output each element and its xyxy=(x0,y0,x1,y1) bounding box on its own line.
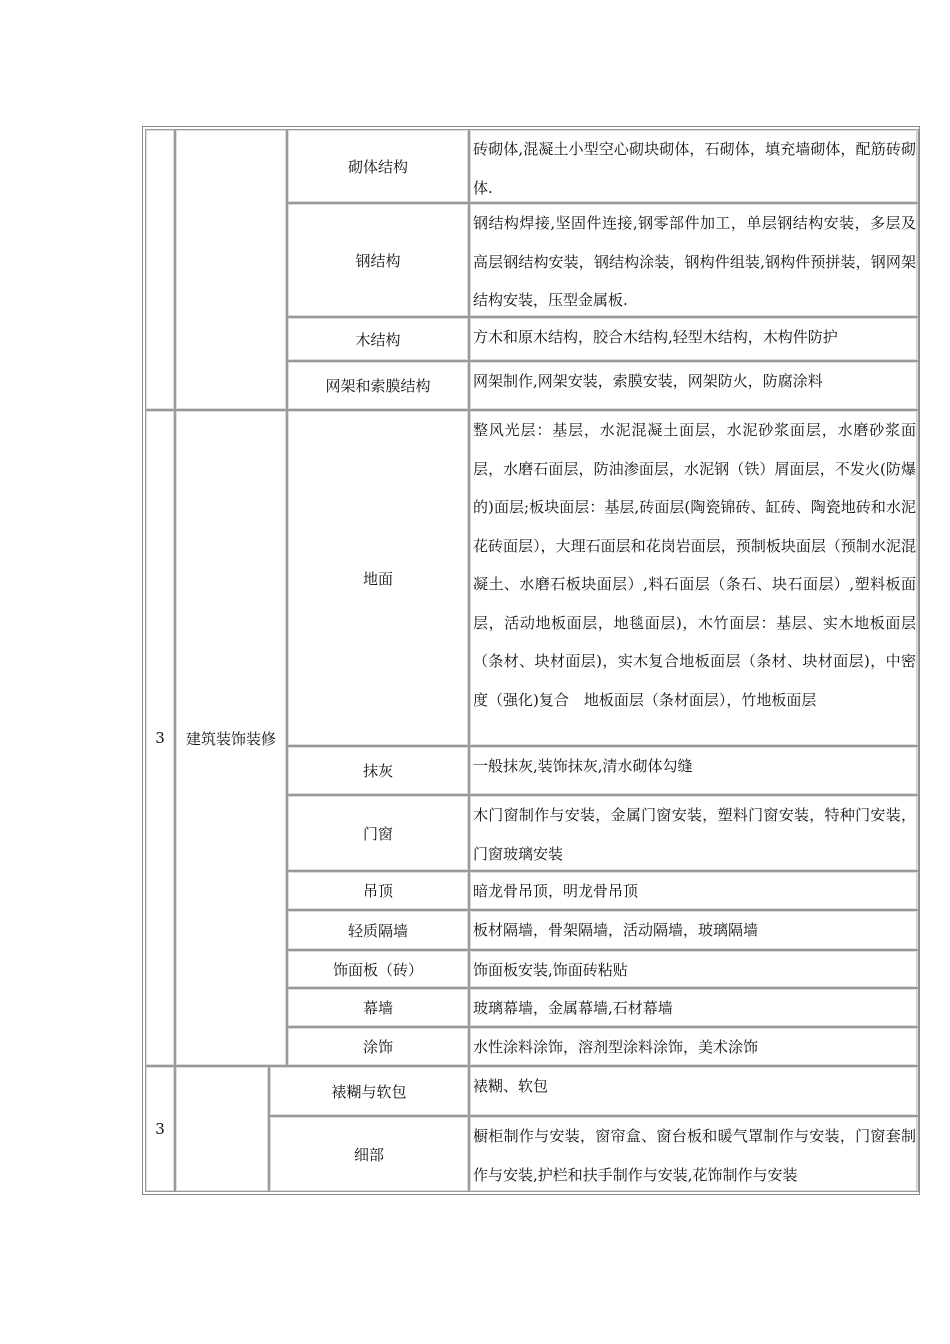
subitem-name: 钢结构 xyxy=(355,251,401,270)
subitem-name: 细部 xyxy=(353,1145,384,1164)
subitem-name-cell xyxy=(287,361,469,410)
subitem-desc-cell xyxy=(469,203,919,317)
subitem-desc-cell xyxy=(469,1116,919,1192)
subitem-desc: 方木和原木结构，胶合木结构,轻型木结构，木构件防护 xyxy=(473,328,838,346)
group-category-cell xyxy=(175,1066,269,1192)
subitem-desc-cell xyxy=(469,410,919,746)
subitem-desc-cell xyxy=(469,317,919,361)
subitem-name: 抹灰 xyxy=(362,762,393,780)
subitem-desc-cell xyxy=(469,1066,919,1116)
subitem-desc: 裱糊、软包 xyxy=(473,1077,549,1095)
group-number-cell xyxy=(145,129,175,410)
subitem-name: 裱糊与软包 xyxy=(331,1082,407,1101)
subitem-name: 门窗 xyxy=(362,824,393,843)
subitem-name: 吊顶 xyxy=(362,882,393,900)
subitem-name: 轻质隔墙 xyxy=(347,921,408,940)
subitem-desc: 木门窗制作与安装，金属门窗安装，塑料门窗安装，特种门安装，门窗玻璃安装 xyxy=(473,806,916,863)
subitem-name-cell xyxy=(287,950,469,988)
subitem-name: 砌体结构 xyxy=(347,157,408,176)
subitem-desc-cell xyxy=(469,950,919,988)
subitem-desc-cell xyxy=(469,988,919,1027)
subitem-desc: 饰面板安装,饰面砖粘贴 xyxy=(473,961,628,979)
subitem-desc-cell xyxy=(469,746,919,795)
group-category: 建筑装饰装修 xyxy=(185,729,276,748)
group-number-cell xyxy=(145,1066,175,1192)
subitem-desc: 一般抹灰,装饰抹灰,清水砌体勾缝 xyxy=(473,757,693,775)
construction-items-table xyxy=(142,126,920,1195)
subitem-desc: 暗龙骨吊顶，明龙骨吊顶 xyxy=(473,882,639,900)
group-category-cell xyxy=(175,129,287,410)
subitem-name: 饰面板（砖） xyxy=(332,960,423,979)
subitem-name-cell xyxy=(287,317,469,361)
subitem-desc: 水性涂料涂饰，溶剂型涂料涂饰，美术涂饰 xyxy=(473,1038,759,1056)
subitem-name-cell xyxy=(287,410,469,746)
subitem-name-cell xyxy=(269,1066,469,1116)
group-number: 3 xyxy=(155,1120,165,1138)
subitem-name: 涂饰 xyxy=(362,1038,393,1056)
subitem-name-cell xyxy=(287,988,469,1027)
subitem-desc-cell xyxy=(469,361,919,410)
subitem-desc: 整风光层：基层，水泥混凝土面层，水泥砂浆面层，水磨砂浆面层，水磨石面层，防油渗面层，水泥钢（铁）屑面层，不发火(防爆的)面层;板块面层：基层,砖面层(陶瓷锦砖、缸砖、陶瓷地砖和水泥花砖面层），大理石面层和花岗岩面层，预制板块面层（预制水泥混凝土、水磨石板块面层）,料石面层（条石、块石面层）,塑料板面层，活动地板面层，地毯面层)，木竹面层：基层、实木地板面层（条材、块材面层)，实木复合地板面层（条材、块材面层)，中密度（强化)复合 地板面层（条材面层），竹地板面层 xyxy=(473,421,916,709)
group-category-cell xyxy=(175,410,287,1066)
subitem-desc-cell xyxy=(469,129,919,203)
subitem-name-cell xyxy=(287,746,469,795)
subitem-name-cell xyxy=(287,1027,469,1066)
subitem-desc-cell xyxy=(469,910,919,950)
subitem-desc: 橱柜制作与安装，窗帘盒、窗台板和暖气罩制作与安装，门窗套制作与安装,护栏和扶手制作与安装,花饰制作与安装 xyxy=(473,1127,916,1184)
subitem-name-cell xyxy=(287,910,469,950)
subitem-name-cell xyxy=(287,795,469,871)
subitem-desc: 钢结构焊接,坚固件连接,钢零部件加工，单层钢结构安装，多层及高层钢结构安装，钢结构涂装，钢构件组装,钢构件预拼装，钢网架结构安装，压型金属板. xyxy=(473,214,916,309)
group-number: 3 xyxy=(155,729,165,747)
subitem-desc: 网架制作,网架安装，索膜安装，网架防火，防腐涂料 xyxy=(473,372,823,390)
subitem-name: 木结构 xyxy=(355,330,401,349)
group-number-cell xyxy=(145,410,175,1066)
subitem-name-cell xyxy=(287,871,469,910)
subitem-name: 网架和索膜结构 xyxy=(325,377,431,395)
subitem-desc: 板材隔墙，骨架隔墙，活动隔墙，玻璃隔墙 xyxy=(473,921,759,939)
subitem-desc: 砖砌体,混凝土小型空心砌块砌体，石砌体，填充墙砌体，配筋砖砌体. xyxy=(473,140,916,197)
subitem-desc-cell xyxy=(469,795,919,871)
subitem-desc: 玻璃幕墙，金属幕墙,石材幕墙 xyxy=(473,999,673,1017)
subitem-name: 地面 xyxy=(362,569,393,588)
subitem-name: 幕墙 xyxy=(362,999,393,1017)
subitem-name-cell xyxy=(269,1116,469,1192)
subitem-name-cell xyxy=(287,203,469,317)
subitem-desc-cell xyxy=(469,1027,919,1066)
subitem-name-cell xyxy=(287,129,469,203)
subitem-desc-cell xyxy=(469,871,919,910)
